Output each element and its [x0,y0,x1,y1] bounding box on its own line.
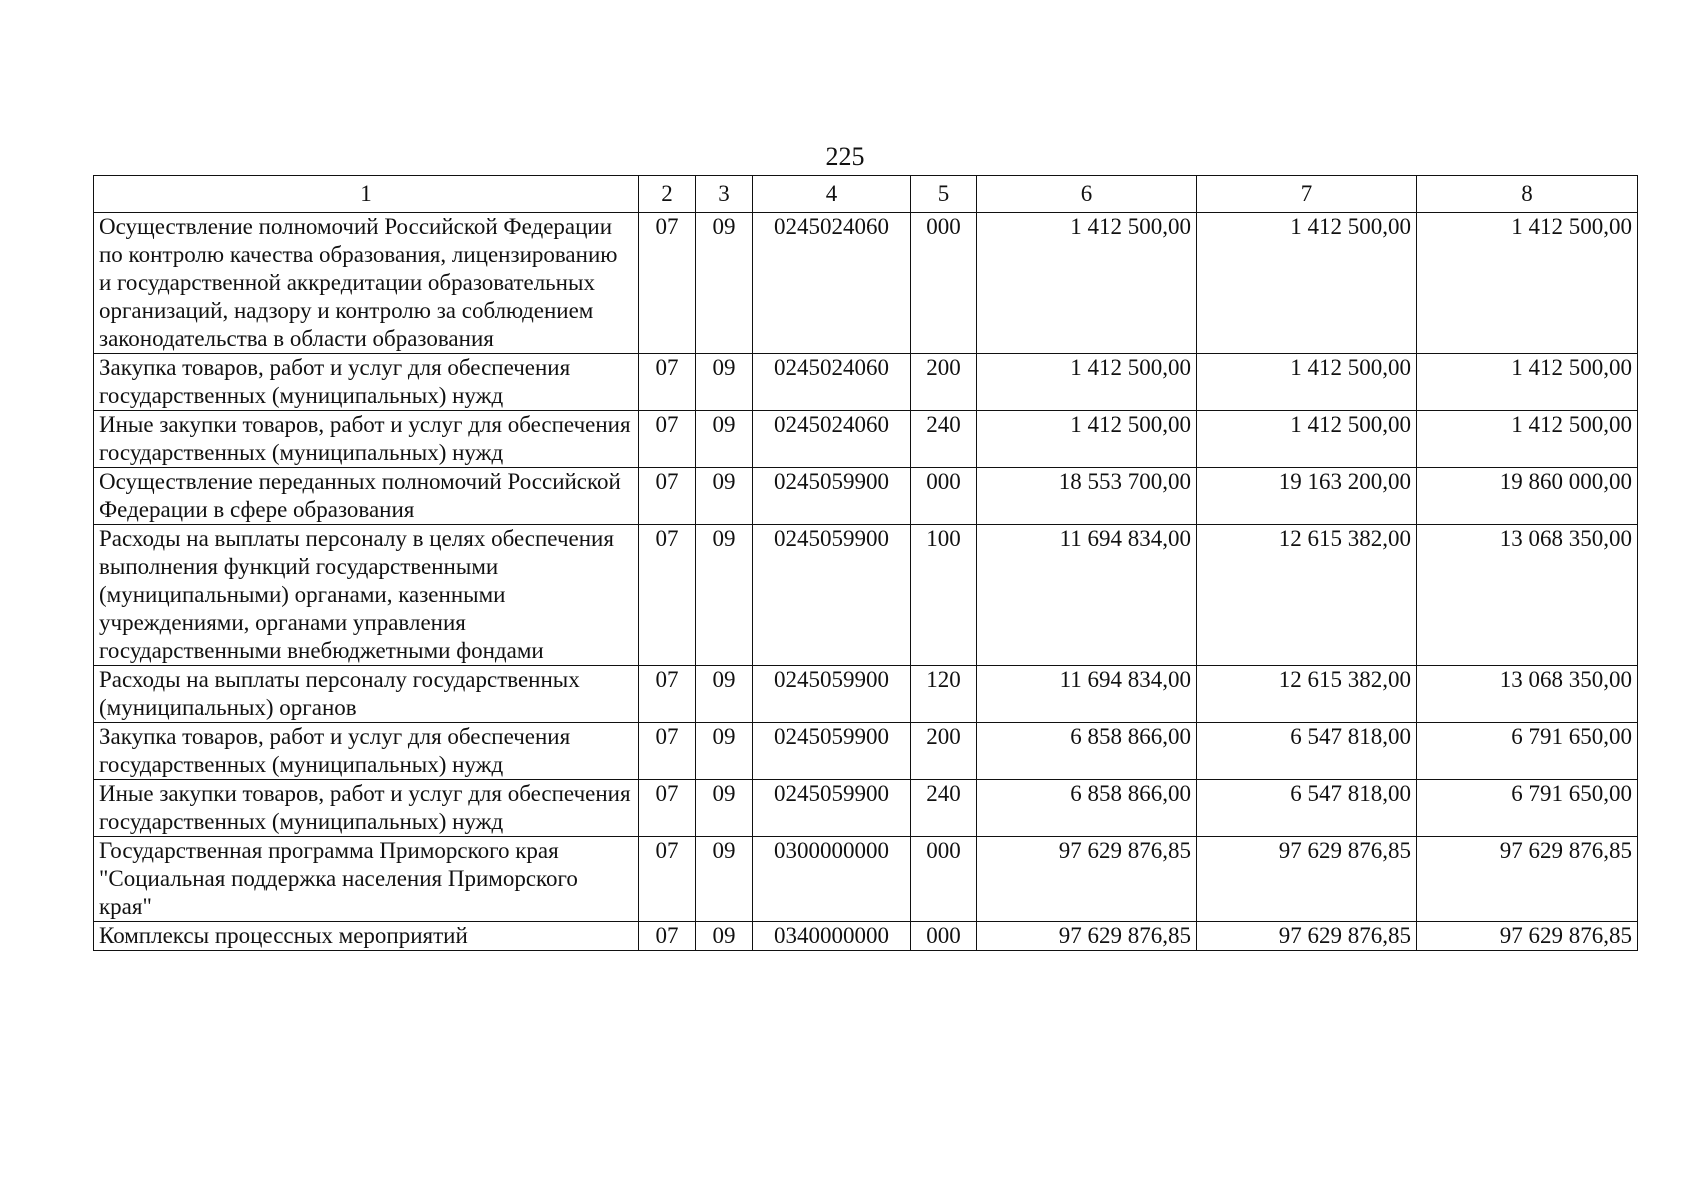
table-row [94,354,1638,411]
row-name: Иные закупки товаров, работ и услуг для обеспечения государственных (муниципальных) нужд [94,411,639,468]
row-name: Расходы на выплаты персоналу в целях обеспечения выполнения функций государственными (муниципальными) органами, казенными учреждениями, органами управления государственными внебюджетными фондами [94,525,639,666]
row-target-code: 0300000000 [753,837,911,922]
row-target-code: 0245059900 [753,780,911,837]
row-subsection: 09 [696,780,753,837]
row-target-code: 0245024060 [753,354,911,411]
row-expense-type: 240 [911,411,977,468]
table-row [94,837,1638,922]
row-amount-6: 18 553 700,00 [977,468,1197,525]
row-subsection: 09 [696,468,753,525]
row-amount-6: 11 694 834,00 [977,666,1197,723]
row-section: 07 [639,723,696,780]
row-amount-6: 1 412 500,00 [977,354,1197,411]
header-col-5: 5 [911,176,977,213]
row-target-code: 0245059900 [753,468,911,525]
row-amount-6: 97 629 876,85 [977,837,1197,922]
row-target-code: 0340000000 [753,922,911,951]
header-row [94,176,1638,213]
row-expense-type: 000 [911,213,977,354]
row-expense-type: 200 [911,354,977,411]
row-subsection: 09 [696,213,753,354]
row-amount-8: 1 412 500,00 [1417,213,1638,354]
row-amount-7: 1 412 500,00 [1197,411,1417,468]
row-amount-6: 11 694 834,00 [977,525,1197,666]
row-amount-7: 12 615 382,00 [1197,525,1417,666]
row-expense-type: 000 [911,922,977,951]
budget-table [93,175,1638,951]
row-amount-7: 12 615 382,00 [1197,666,1417,723]
row-name: Закупка товаров, работ и услуг для обеспечения государственных (муниципальных) нужд [94,354,639,411]
table-row [94,723,1638,780]
header-col-6: 6 [977,176,1197,213]
table-row [94,525,1638,666]
row-target-code: 0245059900 [753,723,911,780]
row-amount-8: 1 412 500,00 [1417,354,1638,411]
row-amount-6: 97 629 876,85 [977,922,1197,951]
row-expense-type: 000 [911,837,977,922]
row-expense-type: 100 [911,525,977,666]
row-name: Осуществление полномочий Российской Федерации по контролю качества образования, лицензированию и государственной аккредитации образовательных организаций, надзору и контролю за соблюдением законодательства в области образования [94,213,639,354]
row-amount-6: 6 858 866,00 [977,723,1197,780]
row-subsection: 09 [696,922,753,951]
row-amount-8: 6 791 650,00 [1417,723,1638,780]
row-section: 07 [639,411,696,468]
table-row [94,780,1638,837]
row-amount-7: 97 629 876,85 [1197,922,1417,951]
row-subsection: 09 [696,666,753,723]
header-col-1: 1 [94,176,639,213]
row-section: 07 [639,525,696,666]
row-amount-8: 6 791 650,00 [1417,780,1638,837]
row-section: 07 [639,837,696,922]
header-col-7: 7 [1197,176,1417,213]
row-subsection: 09 [696,837,753,922]
row-section: 07 [639,354,696,411]
row-section: 07 [639,666,696,723]
row-subsection: 09 [696,525,753,666]
header-col-3: 3 [696,176,753,213]
row-subsection: 09 [696,354,753,411]
table-row [94,468,1638,525]
row-amount-8: 13 068 350,00 [1417,666,1638,723]
row-amount-8: 1 412 500,00 [1417,411,1638,468]
header-col-2: 2 [639,176,696,213]
row-target-code: 0245059900 [753,666,911,723]
row-section: 07 [639,922,696,951]
row-name: Осуществление переданных полномочий Российской Федерации в сфере образования [94,468,639,525]
row-name: Государственная программа Приморского края "Социальная поддержка населения Приморского края" [94,837,639,922]
table-row [94,922,1638,951]
row-name: Иные закупки товаров, работ и услуг для обеспечения государственных (муниципальных) нужд [94,780,639,837]
row-amount-6: 1 412 500,00 [977,411,1197,468]
row-section: 07 [639,780,696,837]
row-target-code: 0245024060 [753,213,911,354]
row-expense-type: 120 [911,666,977,723]
row-name: Закупка товаров, работ и услуг для обеспечения государственных (муниципальных) нужд [94,723,639,780]
table-row [94,213,1638,354]
row-amount-7: 97 629 876,85 [1197,837,1417,922]
header-col-8: 8 [1417,176,1638,213]
row-amount-7: 19 163 200,00 [1197,468,1417,525]
row-amount-8: 97 629 876,85 [1417,837,1638,922]
row-amount-8: 97 629 876,85 [1417,922,1638,951]
row-target-code: 0245059900 [753,525,911,666]
header-col-4: 4 [753,176,911,213]
row-name: Расходы на выплаты персоналу государственных (муниципальных) органов [94,666,639,723]
table-row [94,411,1638,468]
row-subsection: 09 [696,723,753,780]
row-amount-7: 1 412 500,00 [1197,354,1417,411]
row-amount-7: 6 547 818,00 [1197,723,1417,780]
row-amount-7: 6 547 818,00 [1197,780,1417,837]
row-expense-type: 240 [911,780,977,837]
row-amount-6: 6 858 866,00 [977,780,1197,837]
row-subsection: 09 [696,411,753,468]
row-expense-type: 000 [911,468,977,525]
row-name: Комплексы процессных мероприятий [94,922,639,951]
page-number: 225 [825,142,865,171]
row-amount-8: 13 068 350,00 [1417,525,1638,666]
row-amount-8: 19 860 000,00 [1417,468,1638,525]
row-target-code: 0245024060 [753,411,911,468]
table-row [94,666,1638,723]
row-expense-type: 200 [911,723,977,780]
row-section: 07 [639,213,696,354]
row-amount-6: 1 412 500,00 [977,213,1197,354]
row-amount-7: 1 412 500,00 [1197,213,1417,354]
row-section: 07 [639,468,696,525]
